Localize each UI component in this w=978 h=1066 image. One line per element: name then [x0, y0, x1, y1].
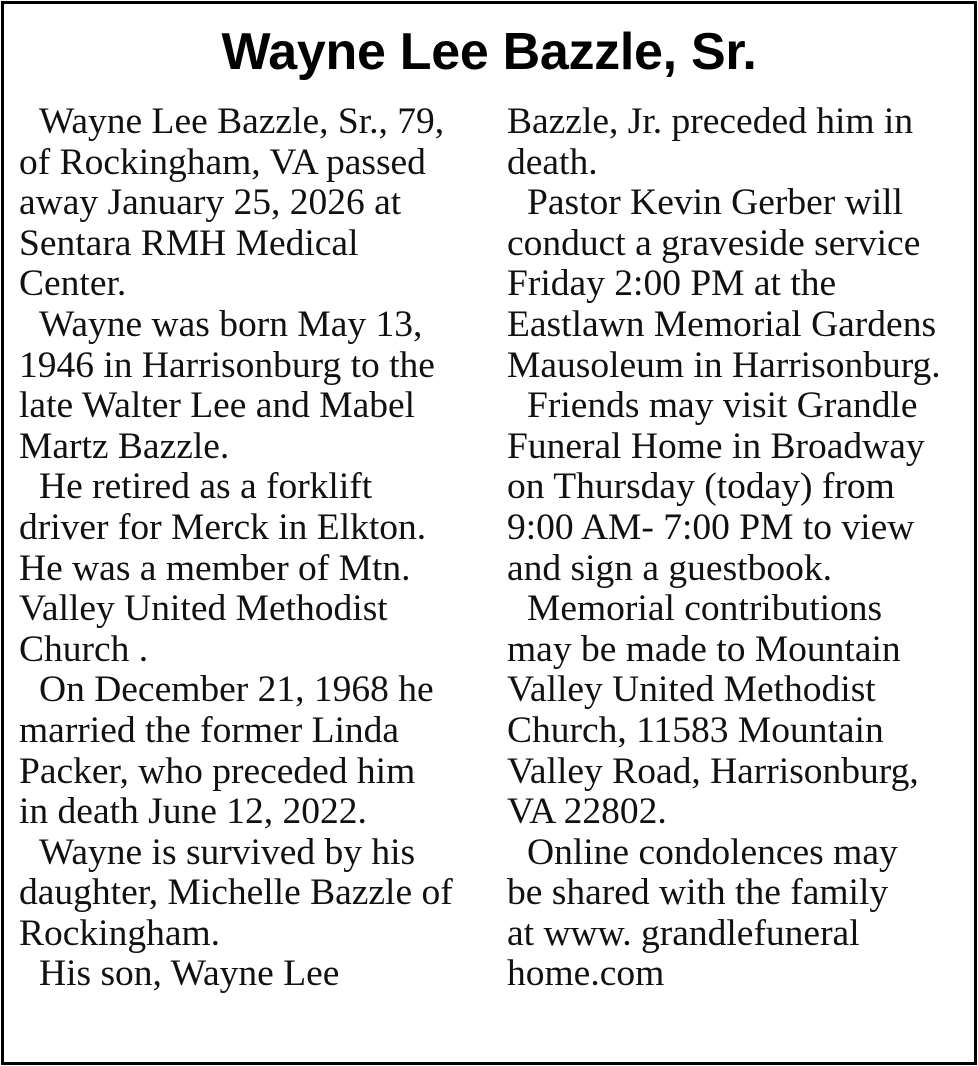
- text-line: He was a member of Mtn.: [19, 547, 411, 589]
- text-line: Rockingham.: [19, 912, 221, 954]
- text-line: 9:00 AM- 7:00 PM to view: [507, 506, 915, 548]
- obituary-paragraph: [19, 305, 453, 467]
- obituary-paragraph: [19, 670, 453, 832]
- text-line: away January 25, 2026 at: [19, 182, 402, 224]
- obituary-paragraph: [507, 183, 941, 386]
- text-line: married the former Linda: [19, 709, 400, 751]
- text-line: Center.: [19, 263, 127, 305]
- text-line: Mausoleum in Harrisonburg.: [507, 344, 941, 386]
- obituary-title: Wayne Lee Bazzle, Sr.: [221, 23, 757, 81]
- text-line: He retired as a forklift: [39, 466, 373, 508]
- text-line: On December 21, 1968 he: [39, 669, 434, 711]
- text-line: 1946 in Harrisonburg to the: [19, 344, 435, 386]
- text-line: Friday 2:00 PM at the: [507, 263, 837, 305]
- text-line: Valley United Methodist: [507, 669, 876, 711]
- text-line: Packer, who preceded him: [19, 750, 416, 792]
- text-line: Bazzle, Jr. preceded him in: [507, 101, 914, 142]
- text-line: Pastor Kevin Gerber will: [527, 182, 903, 224]
- obituary-paragraph: [19, 467, 453, 670]
- text-line: Martz Bazzle.: [19, 425, 230, 467]
- obituary-frame: [1, 1, 977, 1065]
- obituary-paragraph: [19, 102, 453, 305]
- text-line: and sign a guestbook.: [507, 547, 832, 589]
- text-line: VA 22802.: [507, 791, 667, 833]
- text-line: Online condolences may: [527, 831, 898, 873]
- obituary-paragraph: [19, 954, 453, 995]
- text-line: Valley Road, Harrisonburg,: [507, 750, 919, 792]
- text-line: Funeral Home in Broadway: [507, 425, 925, 467]
- text-line: Wayne Lee Bazzle, Sr., 79,: [39, 101, 445, 142]
- text-line: at www. grandlefuneral: [507, 912, 860, 954]
- text-line: late Walter Lee and Mabel: [19, 385, 416, 427]
- text-line: driver for Merck in Elkton.: [19, 506, 427, 548]
- text-line: Church, 11583 Mountain: [507, 709, 884, 751]
- text-line: may be made to Mountain: [507, 628, 901, 670]
- text-line: on Thursday (today) from: [507, 466, 895, 508]
- text-line: Sentara RMH Medical: [19, 222, 359, 264]
- text-line: conduct a graveside service: [507, 222, 921, 264]
- text-line: Valley United Methodist: [19, 588, 388, 630]
- text-line: daughter, Michelle Bazzle of: [19, 872, 453, 914]
- text-line: Friends may visit Grandle: [527, 385, 918, 427]
- text-line: be shared with the family: [507, 872, 889, 914]
- text-line: home.com: [507, 953, 665, 995]
- obituary-paragraph: [19, 833, 453, 955]
- obituary-paragraph: [507, 386, 941, 589]
- obituary-column-left: [19, 102, 453, 995]
- obituary-paragraph: [507, 833, 941, 995]
- text-line: His son, Wayne Lee: [39, 953, 340, 995]
- text-line: death.: [507, 141, 598, 183]
- text-line: Church .: [19, 628, 149, 670]
- text-line: Memorial contributions: [527, 588, 883, 630]
- obituary-paragraph: [507, 589, 941, 833]
- text-line: of Rockingham, VA passed: [19, 141, 426, 183]
- text-line: Wayne is survived by his: [39, 831, 416, 873]
- text-line: Wayne was born May 13,: [39, 303, 423, 345]
- text-line: Eastlawn Memorial Gardens: [507, 303, 937, 345]
- obituary-column-right: [507, 102, 941, 995]
- obituary-paragraph: [507, 102, 941, 183]
- text-line: in death June 12, 2022.: [19, 791, 367, 833]
